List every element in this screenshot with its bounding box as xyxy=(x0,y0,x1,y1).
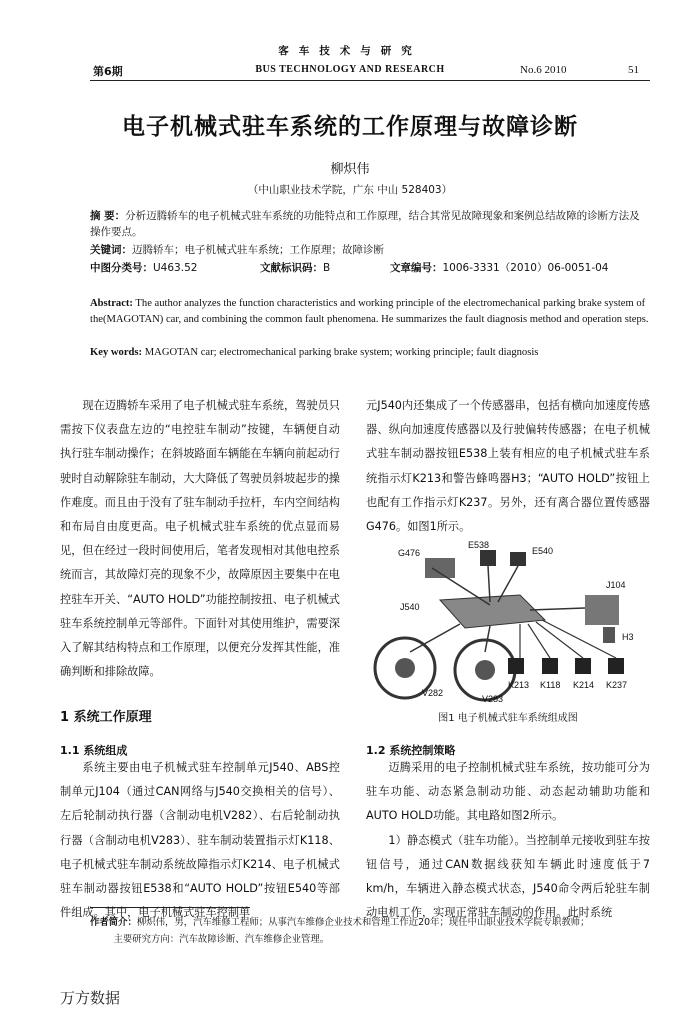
label-k213: K213 xyxy=(508,680,530,690)
keywords-cn-text: 迈腾轿车；电子机械式驻车系统；工作原理；故障诊断 xyxy=(132,244,384,256)
doc-code-value: B xyxy=(323,262,331,274)
abstract-cn-label: 摘 要： xyxy=(90,210,126,222)
issue-cn: 第6期 xyxy=(93,65,123,78)
abstract-cn-text: 分析迈腾轿车的电子机械式驻车系统的功能特点和工作原理，结合其常见故障现象和案例总结故障的诊断方法及操作要点。 xyxy=(90,210,640,238)
wire-v282 xyxy=(410,624,460,652)
label-k214: K214 xyxy=(573,680,595,690)
e540-button-shape xyxy=(510,552,526,566)
footnote-text-2: 主要研究方向：汽车故障诊断、汽车维修企业管理。 xyxy=(113,934,330,945)
page-number: 51 xyxy=(628,64,639,76)
clc-label: 中图分类号： xyxy=(90,262,153,274)
label-g476: G476 xyxy=(398,548,421,558)
wire-k118 xyxy=(528,624,550,658)
abstract-en-text: The author analyzes the function characteristics and working principle of the electromechanical parking brake system of the(MAGOTAN) car, and combining the common fault phenomena. He summarizes the fault diagnosis method and operation steps. xyxy=(90,298,649,325)
doc-code-label: 文献标识码： xyxy=(260,262,323,274)
abstract-en-label: Abstract: xyxy=(90,298,133,309)
label-e540: E540 xyxy=(532,546,554,556)
author: 柳炽伟 xyxy=(330,162,370,177)
figure-1-caption: 图1 电子机械式驻车系统组成图 xyxy=(438,713,578,724)
affiliation: （中山职业技术学院，广东 中山 528403） xyxy=(247,184,453,196)
label-k118: K118 xyxy=(540,680,561,690)
section-1-1-body xyxy=(60,756,340,925)
left-intro xyxy=(60,394,340,684)
author-footnote xyxy=(90,914,650,948)
label-e538: E538 xyxy=(468,540,490,550)
k213-lamp-shape xyxy=(508,658,524,674)
section-1-2-heading: 1.2 系统控制策略 xyxy=(366,744,456,757)
clc xyxy=(90,260,197,275)
section-1-2-body xyxy=(366,756,650,925)
section-1-2-paragraph-2: 1）静态模式（驻车功能）。当控制单元接收到驻车按钮信号，通过CAN数据线获知车辆此时速度低于7 km/h，车辆进入静态模式状态，J540命令两后轮驻车制动电机工作，实现正常驻车制动的作用。此时系统 xyxy=(366,833,650,920)
article-title: 电子机械式驻车系统的工作原理与故障诊断 xyxy=(122,114,578,140)
right-hub-shape xyxy=(475,660,495,680)
journal-name-cn: 客车技术与研究 xyxy=(278,45,422,57)
abstract-en xyxy=(90,296,650,328)
control-unit-shape xyxy=(440,595,545,628)
footnote-line-1 xyxy=(90,914,650,931)
k237-lamp-shape xyxy=(608,658,624,674)
right-top xyxy=(366,394,650,539)
k214-lamp-shape xyxy=(575,658,591,674)
abstract-cn xyxy=(90,208,650,240)
e538-button-shape xyxy=(480,550,496,566)
label-k237: K237 xyxy=(606,680,628,690)
wire-j104 xyxy=(530,608,585,610)
figure-1-diagram xyxy=(370,540,650,708)
section-1-heading: 1 系统工作原理 xyxy=(60,710,152,725)
article-no xyxy=(390,260,608,275)
keywords-en-label: Key words: xyxy=(90,347,143,358)
wire-k214 xyxy=(536,622,583,658)
footnote-label: 作者简介： xyxy=(90,917,137,928)
label-j104: J104 xyxy=(606,580,626,590)
label-j540: J540 xyxy=(400,602,420,612)
k118-lamp-shape xyxy=(542,658,558,674)
left-hub-shape xyxy=(395,658,415,678)
clc-value: U463.52 xyxy=(153,262,198,274)
right-top-paragraph: 元J540内还集成了一个传感器串，包括有横向加速度传感器、纵向加速度传感器以及行驶偏转传感器；在电子机械式驻车制动器按钮E538上装有相应的电子机械式驻车系统指示灯K213和警告蜂鸣器H3；“AUTO HOLD”按钮上也配有工作指示灯K237。另外，还有离合器位置传感器G476。如图1所示。 xyxy=(366,399,650,534)
keywords-cn-label: 关键词： xyxy=(90,244,132,256)
clutch-sensor-shape xyxy=(425,558,455,578)
keywords-en-text: MAGOTAN car; electromechanical parking brake system; working principle; fault diagnosis xyxy=(144,347,539,358)
header-rule xyxy=(90,80,650,81)
footnote-text-1: 柳炽伟，男，汽车维修工程师；从事汽车维修企业技术和管理工作近20年；现任中山职业技术学院专职教师； xyxy=(136,917,590,928)
label-h3: H3 xyxy=(622,632,634,642)
label-v283: V283 xyxy=(482,694,504,704)
section-1-1-heading: 1.1 系统组成 xyxy=(60,744,128,757)
keywords-cn xyxy=(90,242,650,258)
section-1-1-paragraph: 系统主要由电子机械式驻车控制单元J540、ABS控制单元J104（通过CAN网络与J540交换相关的信号）、左后轮制动执行器（含制动电机V282）、右后轮制动执行器（含制动电机V283）、驻车制动装置指示灯K118、电子机械式驻车制动系统故障指示灯K214、电子机械式驻车制动器按钮E538和“AUTO HOLD”按钮E540等部件组成。其中，电子机械式驻车控制单 xyxy=(60,761,340,920)
intro-paragraph: 现在迈腾轿车采用了电子机械式驻车系统，驾驶员只需按下仪表盘左边的“电控驻车制动”按键，车辆便自动执行驻车制动操作；在斜坡路面车辆能在车辆向前起动行驶时自动解除驻车制动，大大降低了驾驶员斜坡起步的操作难度。而且由于没有了驻车制动手拉杆，车内空间结构和布局自由度更高。电子机械式驻车系统的优点显而易见，但在经过一段时间使用后，笔者发现相对其他电控系统而言，其故障灯亮的现象不少，故障原因主要集中在电控驻车开关、“AUTO HOLD”功能控制按扭、电子机械式驻车系统控制单元等部件。下面针对其使用维护，需要深入了解其结构特点和工作原理，以便充分发挥其性能，准确判断和排除故障。 xyxy=(60,399,340,679)
buzzer-shape xyxy=(603,627,615,643)
footnote-rule xyxy=(90,907,250,908)
label-v282: V282 xyxy=(422,688,444,698)
watermark: 万方数据 xyxy=(60,989,121,1007)
article-no-value: 1006-3331（2010）06-0051-04 xyxy=(442,262,609,274)
journal-name-en: BUS TECHNOLOGY AND RESEARCH xyxy=(255,64,445,75)
article-no-label: 文章编号： xyxy=(390,262,443,274)
section-1-2-paragraph-1: 迈腾采用的电子控制机械式驻车系统，按功能可分为驻车功能、动态紧急制动功能、动态起动辅助功能和AUTO HOLD功能。其电路如图2所示。 xyxy=(366,761,650,823)
issue-en: No.6 2010 xyxy=(520,64,567,76)
keywords-en xyxy=(90,345,650,361)
doc-code xyxy=(260,260,330,275)
abs-unit-shape xyxy=(585,595,619,625)
